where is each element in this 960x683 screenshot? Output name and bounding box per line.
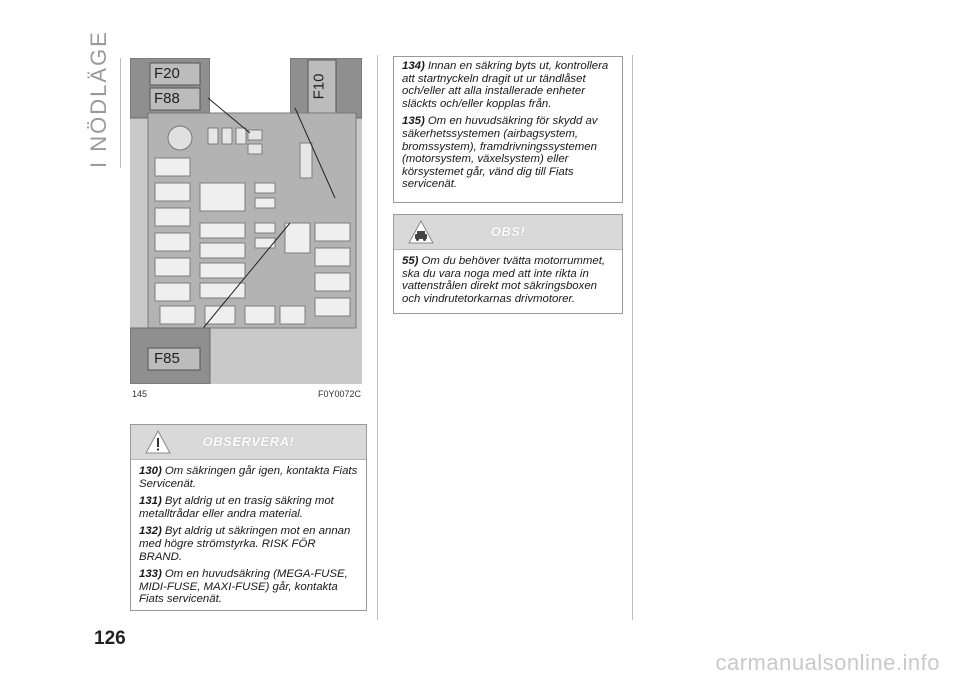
page-number: 126 (94, 628, 126, 649)
continued-item: 135) Om en huvudsäkring för skydd av säkerhetssystemen (airbagsystem, bromssystem), framdrivningssystemen (motorsystem, växelsystem) eller körsystemet går, vänd dig till Fiats servicenät. (402, 115, 598, 191)
fuse-label-f88: F88 (154, 90, 180, 107)
fuse-box-figure (130, 58, 362, 384)
chapter-tab-label: I NÖDLÄGE (86, 30, 111, 168)
fuse-label-f10: F10 (310, 73, 328, 100)
chapter-tab-divider (120, 58, 121, 168)
obs-item: 55) Om du behöver tvätta motorrummet, ska du vara noga med att inte rikta in vattenstrålen direkt mot säkringsboxen och vindrutetorkarnas drivmotorer. (402, 255, 606, 305)
observera-body (139, 465, 360, 611)
observera-box (130, 424, 367, 611)
chapter-tab (82, 30, 116, 168)
obs-title: OBS! (490, 224, 526, 239)
fuse-label-f20: F20 (154, 65, 180, 82)
watermark: carmanualsonline.info (715, 650, 940, 675)
observera-item: 133) Om en huvudsäkring (MEGA-FUSE, MIDI-FUSE, MAXI-FUSE) går, kontakta Fiats servicenät. (139, 568, 348, 606)
observera-header (131, 425, 366, 460)
observera-item: 130) Om säkringen går igen, kontakta Fiats Servicenät. (139, 465, 358, 490)
continued-warning-body (402, 60, 616, 196)
column-divider-1 (377, 55, 378, 620)
figure-number: 145 (132, 389, 148, 399)
continued-warning-box (393, 56, 623, 203)
observera-item: 131) Byt aldrig ut en trasig säkring mot metalltrådar eller andra material. (139, 495, 334, 520)
obs-body (402, 255, 616, 310)
continued-item: 134) Innan en säkring byts ut, kontrollera att startnyckeln dragit ut ur tändlåset och/eller att alla installerade enheter släckts och/eller kopplas från. (402, 60, 609, 110)
column-divider-2 (632, 55, 633, 620)
figure-code: F0Y0072C (318, 389, 362, 399)
observera-title: OBSERVERA! (202, 434, 295, 449)
obs-header (394, 215, 622, 250)
observera-item: 132) Byt aldrig ut säkringen mot en annan med högre strömstyrka. RISK FÖR BRAND. (139, 525, 351, 563)
fuse-label-f85: F85 (154, 350, 180, 367)
obs-box (393, 214, 623, 314)
